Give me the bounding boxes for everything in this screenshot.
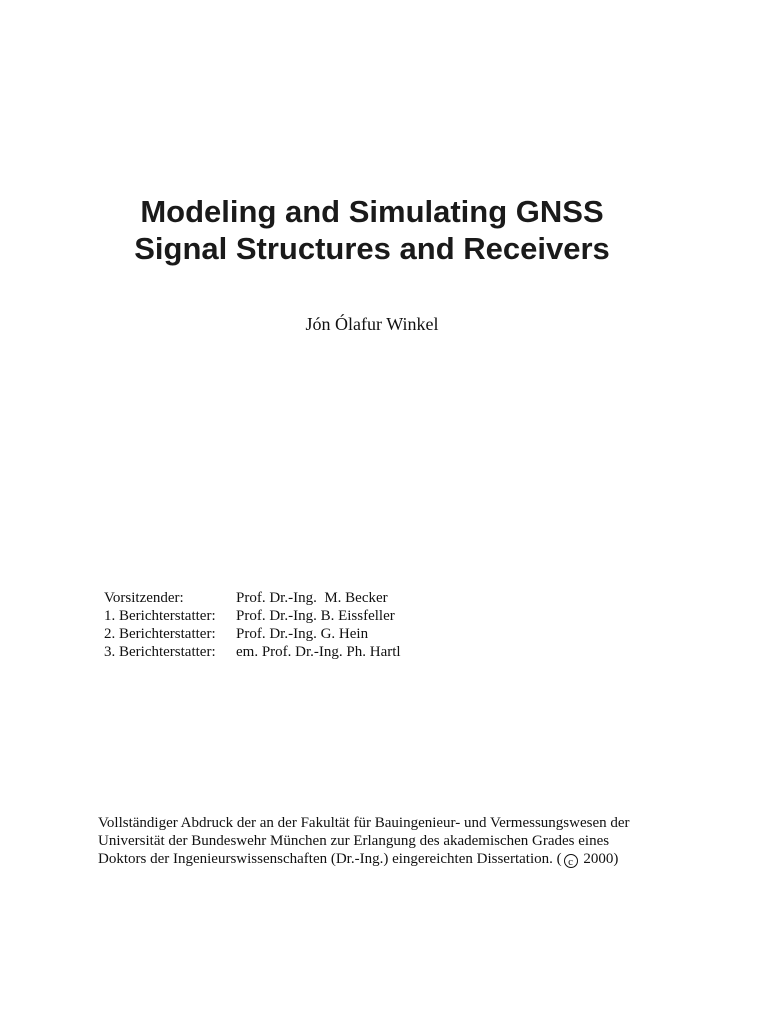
statement-line-3-text: Doktors der Ingenieurswissenschaften (Dr.-Ing.) eingereichten Dissertation. ( — [98, 851, 562, 867]
dissertation-statement — [98, 814, 658, 868]
copyright-icon: c — [564, 854, 578, 868]
statement-line-3 — [98, 850, 658, 868]
committee-row-reviewer-3 — [104, 643, 401, 661]
committee-list — [104, 589, 401, 661]
copyright-year: 2000) — [579, 851, 619, 867]
statement-line-2: Universität der Bundeswehr München zur Erlangung des akademischen Grades eines — [98, 833, 610, 849]
committee-member-name: em. Prof. Dr.-Ing. Ph. Hartl — [236, 644, 401, 660]
committee-role: Vorsitzender: — [104, 590, 184, 606]
committee-role: 2. Berichterstatter: — [104, 626, 216, 642]
committee-row-reviewer-1 — [104, 607, 401, 625]
author-name: Jón Ólafur Winkel — [305, 314, 439, 334]
committee-role: 1. Berichterstatter: — [104, 608, 216, 624]
document-title — [0, 193, 744, 267]
committee-member-name: Prof. Dr.-Ing. B. Eissfeller — [236, 608, 395, 624]
committee-row-chair — [104, 589, 401, 607]
committee-member-name: Prof. Dr.-Ing. M. Becker — [236, 590, 388, 606]
title-line-2: Signal Structures and Receivers — [134, 231, 610, 266]
statement-line-1: Vollständiger Abdruck der an der Fakultät für Bauingenieur- und Vermessungswesen der — [98, 815, 630, 831]
committee-row-reviewer-2 — [104, 625, 401, 643]
committee-role: 3. Berichterstatter: — [104, 644, 216, 660]
committee-member-name: Prof. Dr.-Ing. G. Hein — [236, 626, 369, 642]
title-line-1: Modeling and Simulating GNSS — [140, 194, 604, 229]
